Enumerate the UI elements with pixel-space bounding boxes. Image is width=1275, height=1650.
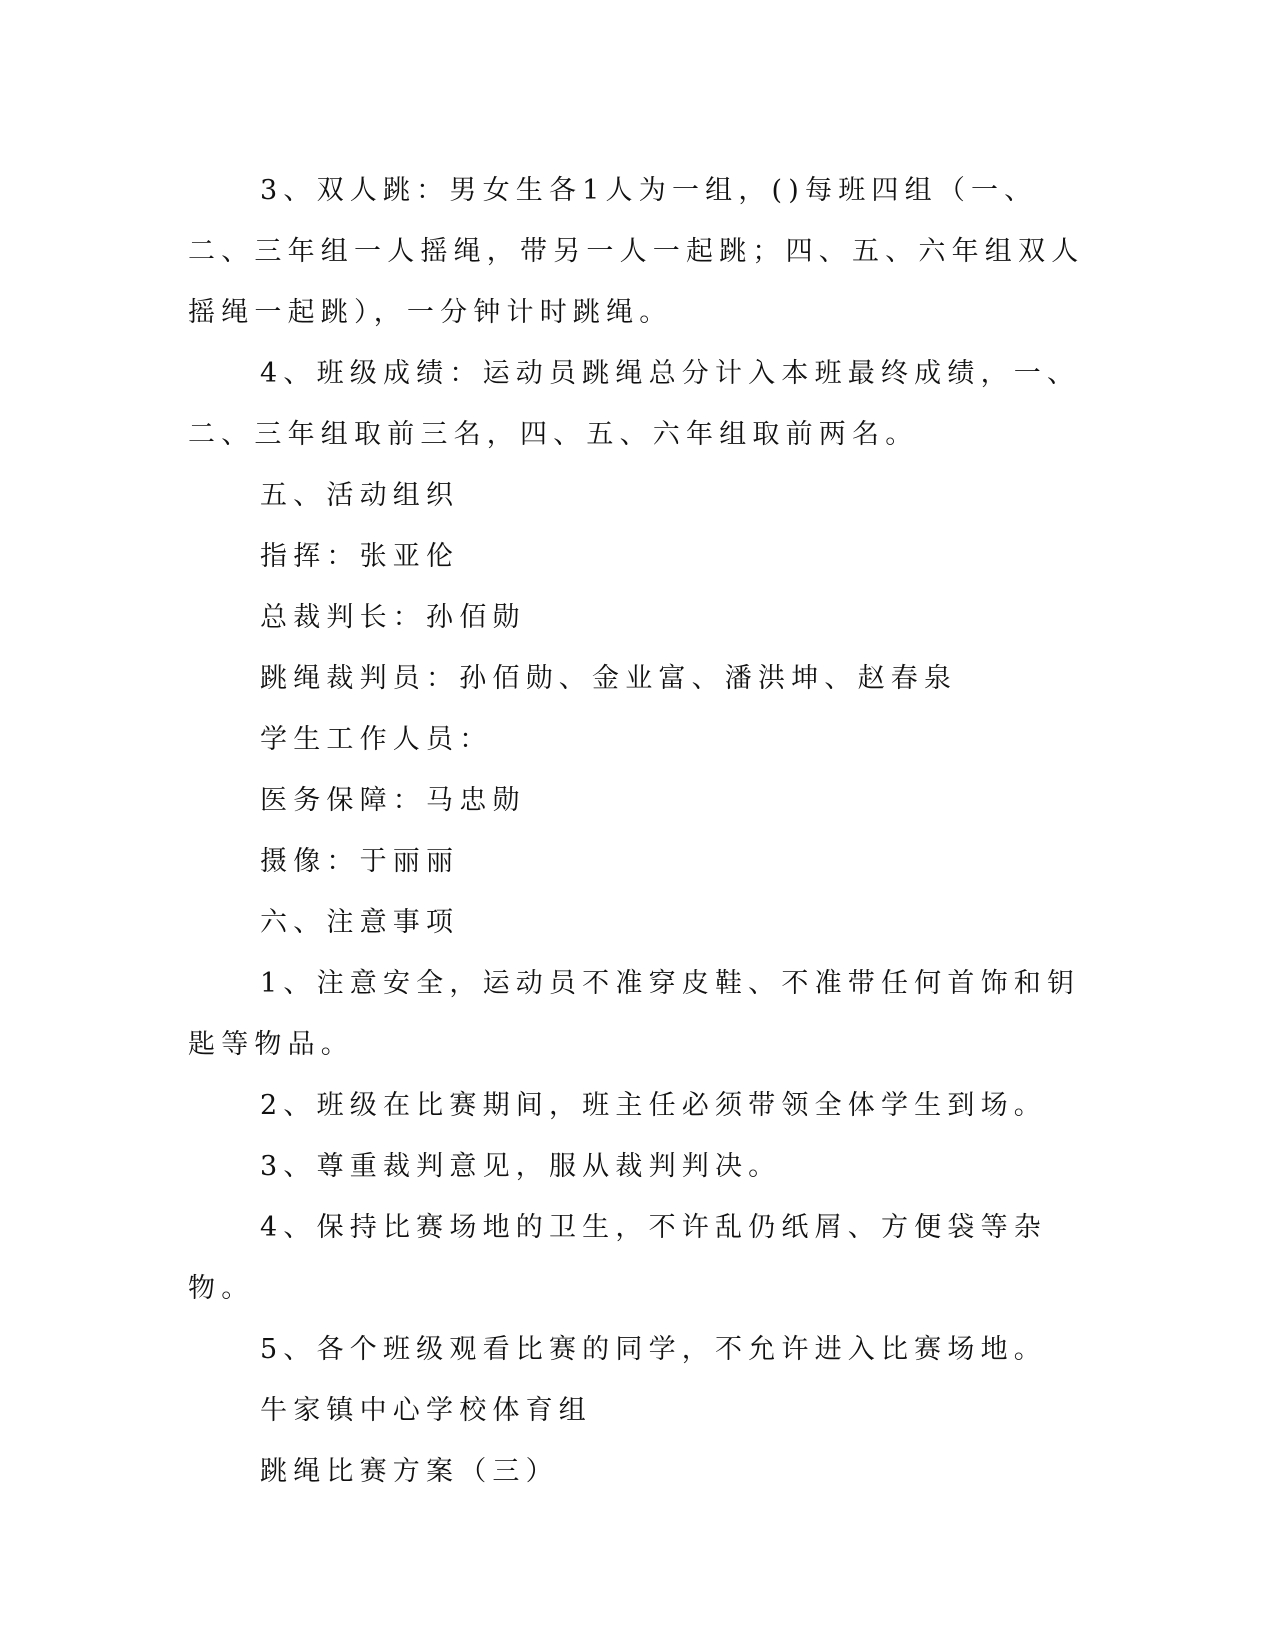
note-spectators: 5、各个班级观看比赛的同学，不允许进入比赛场地。 [260, 1334, 1047, 1365]
next-document-title: 跳绳比赛方案（三） [260, 1456, 559, 1487]
note-hygiene: 4、保持比赛场地的卫生，不许乱仍纸屑、方便袋等杂物。 [188, 1212, 1047, 1304]
section-heading-notes: 六、注意事项 [260, 907, 460, 938]
line-commander: 指挥：张亚伦 [260, 541, 460, 572]
paragraph-class-score-rule: 4、班级成绩：运动员跳绳总分计入本班最终成绩，一、二、三年组取前三名，四、五、六年组取前两名。 [188, 358, 1081, 450]
note-safety: 1、注意安全，运动员不准穿皮鞋、不准带任何首饰和钥匙等物品。 [188, 968, 1081, 1060]
note-attendance: 2、班级在比赛期间，班主任必须带领全体学生到场。 [260, 1090, 1047, 1121]
signature-organization: 牛家镇中心学校体育组 [260, 1395, 592, 1426]
note-respect-referee: 3、尊重裁判意见，服从裁判判决。 [260, 1151, 782, 1182]
paragraph-double-jump-rule: 3、双人跳：男女生各1人为一组，()每班四组（一、二、三年组一人摇绳，带另一人一起跳；四、五、六年组双人摇绳一起跳），一分钟计时跳绳。 [188, 175, 1085, 328]
section-heading-organization: 五、活动组织 [260, 480, 460, 511]
line-medical-support: 医务保障：马忠勋 [260, 785, 526, 816]
line-rope-referees: 跳绳裁判员：孙佰勋、金业富、潘洪坤、赵春泉 [260, 663, 958, 694]
line-chief-referee: 总裁判长：孙佰勋 [260, 602, 526, 633]
line-student-staff: 学生工作人员： [260, 724, 493, 755]
document-body [188, 160, 1088, 1502]
line-photography: 摄像：于丽丽 [260, 846, 460, 877]
